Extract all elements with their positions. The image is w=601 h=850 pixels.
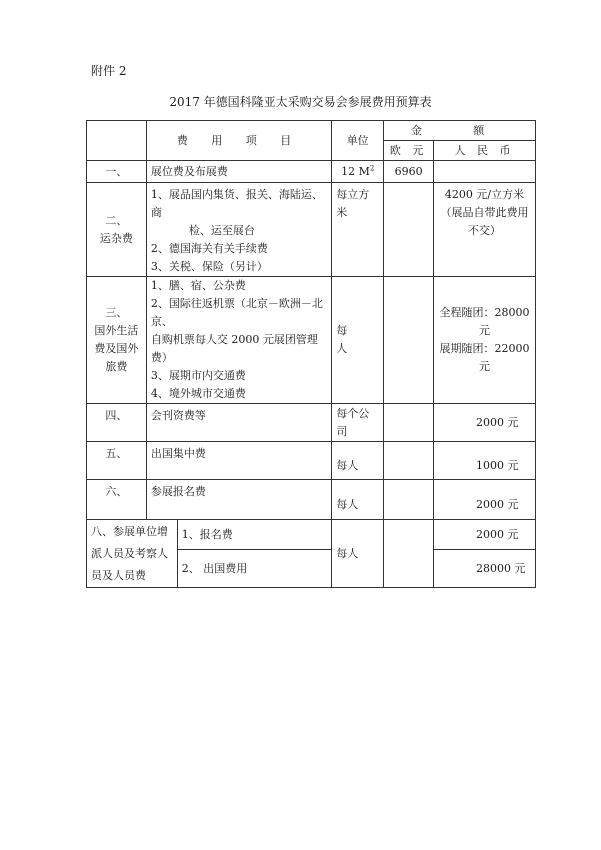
item-label: 2、 出国费用: [177, 550, 332, 588]
budget-table: [86, 120, 536, 588]
table-row: [87, 161, 536, 183]
eur-value: [384, 442, 434, 480]
header-row-top: [87, 121, 536, 141]
rmb-line: 4200 元/立方米: [444, 188, 525, 201]
row-header-cell: [87, 277, 147, 404]
rmb-value: 2000 元: [434, 404, 536, 442]
list-item: 3、展期市内交通费: [150, 369, 246, 382]
unit-value: 每人: [332, 480, 384, 520]
item-label: 展位费及布展费: [146, 161, 331, 183]
list-item: 检、运至展台: [188, 224, 255, 237]
row-name: 国外生活: [94, 324, 139, 337]
row-number: 一、: [87, 161, 147, 183]
item-list: [146, 277, 331, 404]
rmb-value: [434, 277, 536, 404]
table-row: [87, 442, 536, 480]
header-rmb: 人 民 币: [434, 141, 536, 161]
list-item: 自购机票每人交 2000 元展团管理费）: [150, 333, 318, 364]
eur-value: [384, 520, 434, 588]
table-row: [87, 183, 536, 277]
rmb-line: 不交）: [468, 224, 502, 237]
header-eur: 欧 元: [384, 141, 434, 161]
eur-value: 6960: [384, 161, 434, 183]
row-number: 六、: [87, 480, 147, 520]
rmb-line: （展品自带此费用: [440, 206, 529, 219]
header-unit: 单位: [332, 121, 384, 161]
row-name: 员及人员费: [91, 568, 146, 582]
rmb-value: 28000 元: [434, 550, 536, 588]
row-name: 旅费: [105, 360, 128, 373]
rmb-line: 全程随团：28000 元: [439, 306, 530, 337]
row-number: 二、: [105, 213, 128, 227]
unit-value: 每人: [332, 520, 384, 588]
rmb-value: [434, 183, 536, 277]
row-header-cell: [87, 183, 147, 277]
rmb-value: [434, 161, 536, 183]
row-header-cell: [87, 520, 178, 588]
eur-value: [384, 404, 434, 442]
attachment-label: 附件 2: [91, 64, 127, 78]
row-number: 三、: [105, 306, 128, 319]
row-name: 运杂费: [99, 231, 133, 245]
eur-value: [384, 480, 434, 520]
row-number: 四、: [87, 404, 147, 442]
header-no-cell: [87, 121, 147, 161]
table-row: [87, 404, 536, 442]
eur-value: [384, 277, 434, 404]
list-item: 2、德国海关有关手续费: [150, 242, 268, 255]
list-item: 4、境外城市交通费: [150, 387, 246, 400]
item-label: 1、报名费: [177, 520, 332, 550]
unit-superscript: 2: [369, 164, 375, 173]
list-item: 3、关税、保险（另计）: [150, 260, 268, 273]
document-title: 2017 年德国科隆亚太采购交易会参展费用预算表: [169, 95, 432, 109]
eur-value: [384, 183, 434, 277]
header-item: 费 用 项 目: [146, 121, 331, 161]
unit-cell: [332, 161, 384, 183]
item-label: 出国集中费: [146, 442, 331, 480]
table-row: [87, 520, 536, 550]
row-name: 八、参展单位增: [91, 524, 168, 538]
rmb-value: 2000 元: [434, 520, 536, 550]
table-row: [87, 480, 536, 520]
unit-value: 每个公司: [332, 404, 384, 442]
unit-line: 人: [336, 342, 348, 355]
item-label: 会刊资费等: [146, 404, 331, 442]
rmb-line: 展期随团：22000 元: [439, 342, 530, 373]
list-item: 2、国际往返机票（北京－欧洲－北京、: [150, 297, 323, 328]
row-name: 派人员及考察人: [91, 546, 168, 560]
unit-value: 每人: [332, 442, 384, 480]
unit-value: [332, 277, 384, 404]
rmb-value: 2000 元: [434, 480, 536, 520]
item-label: 参展报名费: [146, 480, 331, 520]
list-item: 1、膳、宿、公杂费: [150, 279, 246, 292]
rmb-value: 1000 元: [434, 442, 536, 480]
row-name: 费及国外: [94, 342, 139, 355]
item-list: [146, 183, 331, 277]
table-row: [87, 277, 536, 404]
unit-line: 每: [336, 324, 348, 337]
list-item: 1、展品国内集货、报关、海陆运、商: [150, 188, 323, 219]
unit-value: 每立方米: [332, 183, 384, 277]
row-number: 五、: [87, 442, 147, 480]
unit-value: 12 M: [341, 164, 370, 178]
header-amount: 金 额: [384, 121, 536, 141]
